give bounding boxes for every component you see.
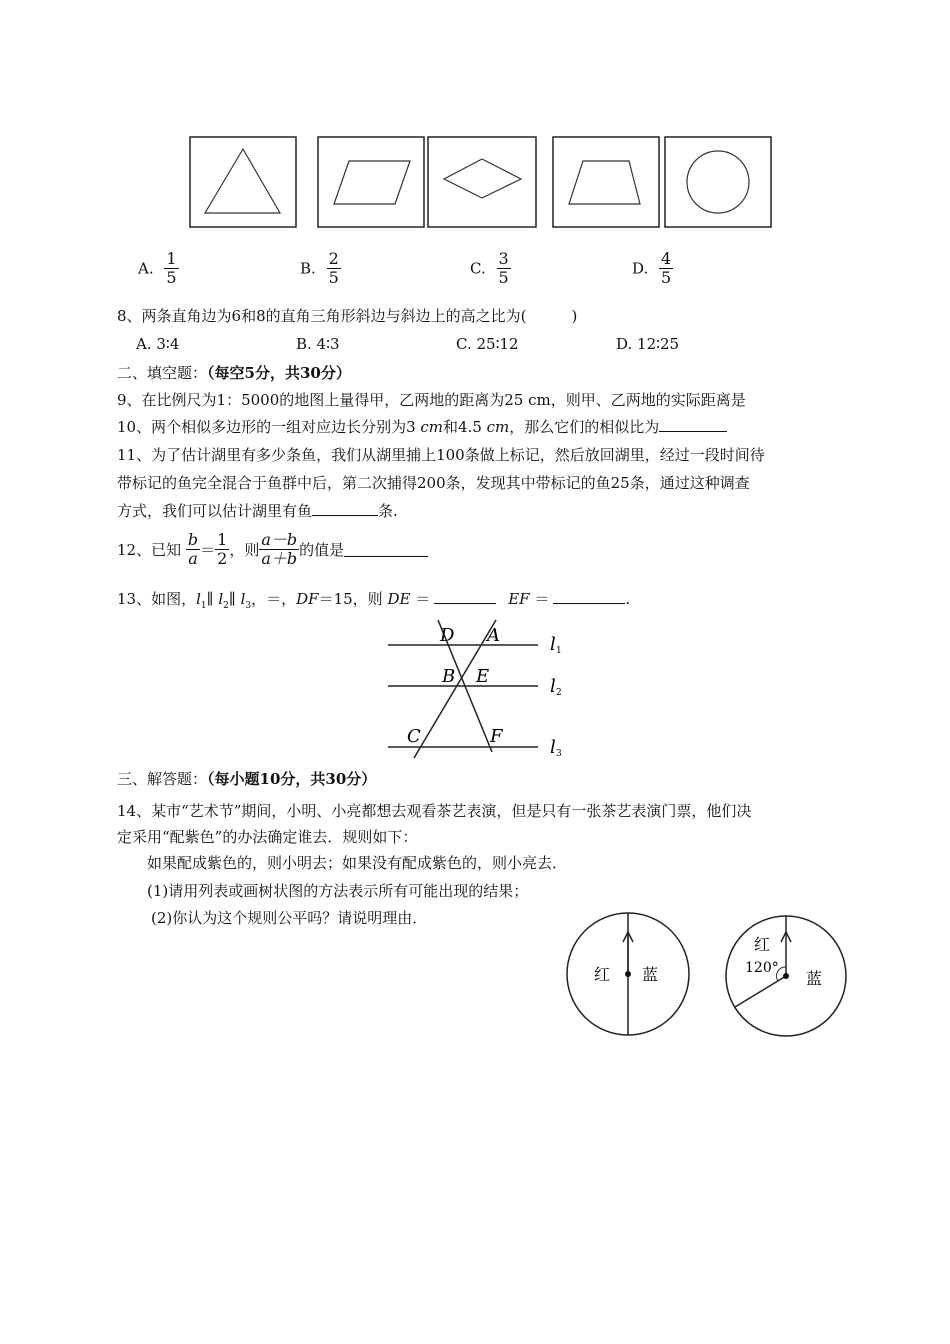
spinner-left-red-label: 红 bbox=[594, 965, 611, 984]
q12: 12、已知 $\frac{b}{a}$ ＝ $\frac{1}{2}$ ，则 $\frac{a-b}{a+b}$ 的值是 bbox=[117, 531, 428, 568]
q7-option-d[interactable] bbox=[632, 250, 673, 287]
q8-option-a[interactable]: A. 3∶4 bbox=[136, 335, 180, 353]
label-l2-sub: 2 bbox=[556, 688, 562, 698]
q10: 10、两个相似多边形的一组对应边长分别为3 cm和4.5 cm，那么它们的相似比为 bbox=[117, 416, 727, 437]
spinner-left bbox=[560, 910, 700, 1040]
spinner-right bbox=[720, 910, 860, 1040]
fraction-one-half: $\frac{1}{2}$ bbox=[217, 530, 228, 568]
q11-line2: 带标记的鱼完全混合于鱼群中后，第二次捕得200条，发现其中带标记的鱼25条，通过这种调查 bbox=[117, 474, 750, 492]
section3-heading: 三、解答题：（每小题10分，共30分） bbox=[117, 770, 377, 788]
q11-line3: 方式，我们可以估计湖里有鱼 条. bbox=[117, 502, 398, 520]
label-a: A bbox=[487, 625, 500, 646]
spinner-right-blue-label: 蓝 bbox=[806, 969, 823, 988]
parallel-lines-figure bbox=[380, 618, 580, 768]
parallelogram-shape bbox=[334, 161, 410, 204]
q11-line1: 11、为了估计湖里有多少条鱼，我们从湖里捕上100条做上标记，然后放回湖里，经过一段时间待 bbox=[117, 446, 765, 464]
label-c: C bbox=[407, 726, 421, 747]
pivot-dot bbox=[783, 973, 789, 979]
q14-line4: (1)请用列表或画树状图的方法表示所有可能出现的结果； bbox=[147, 882, 529, 900]
spinner-left-blue-label: 蓝 bbox=[642, 965, 659, 984]
shape-box-4 bbox=[553, 137, 659, 227]
circle-shape bbox=[687, 151, 749, 213]
label-l3-sub: 3 bbox=[556, 749, 562, 759]
q14-line1: 14、某市“艺术节”期间，小明、小亮都想去观看茶艺表演，但是只有一张茶艺表演门票，他们决 bbox=[117, 802, 752, 820]
answer-blank-de[interactable] bbox=[434, 589, 496, 604]
q9: 9、在比例尺为1：5000的地图上量得甲，乙两地的距离为25 cm，则甲、乙两地的实际距离是 bbox=[117, 391, 746, 409]
spinner-right-red-label: 红 bbox=[754, 935, 771, 954]
q7-option-a[interactable] bbox=[138, 250, 179, 287]
option-letter: C. bbox=[470, 259, 486, 278]
rhombus-shape bbox=[444, 159, 521, 198]
q14-line3: 如果配成紫色的，则小明去；如果没有配成紫色的，则小亮去． bbox=[147, 854, 568, 872]
option-fraction: $\frac{1}{5}$ bbox=[166, 249, 177, 287]
option-letter: B. bbox=[300, 259, 316, 278]
label-d: D bbox=[440, 625, 455, 646]
q8-option-c[interactable]: C. 25∶12 bbox=[456, 335, 519, 353]
option-letter: D. bbox=[632, 259, 649, 278]
trapezoid-shape bbox=[569, 161, 640, 204]
shape-box-2 bbox=[318, 137, 424, 227]
pivot-dot bbox=[625, 971, 631, 977]
q14-line5: (2)你认为这个规则公平吗？请说明理由． bbox=[151, 909, 428, 927]
answer-blank[interactable] bbox=[312, 501, 378, 516]
section2-heading: 二、填空题：（每空5分，共30分） bbox=[117, 364, 351, 382]
answer-blank-ef[interactable] bbox=[553, 589, 625, 604]
q8-option-d[interactable]: D. 12∶25 bbox=[616, 335, 680, 353]
label-f: F bbox=[490, 726, 503, 747]
option-letter: A. bbox=[138, 259, 154, 278]
answer-blank[interactable] bbox=[344, 542, 428, 557]
q8-option-b[interactable]: B. 4∶3 bbox=[296, 335, 340, 353]
label-l3: l bbox=[550, 737, 556, 758]
fraction-b-over-a: $\frac{b}{a}$ bbox=[187, 530, 199, 568]
label-l1-sub: 1 bbox=[556, 646, 562, 656]
shape-box-3 bbox=[428, 137, 536, 227]
q8-stem: 8、两条直角边为6和8的直角三角形斜边与斜边上的高之比为( ) bbox=[117, 307, 578, 325]
label-l2: l bbox=[550, 676, 556, 697]
option-fraction: $\frac{4}{5}$ bbox=[661, 249, 672, 287]
q13: 13、如图，$l_1\parallel$ $l_2\parallel$ $l_3$，＝，DF＝15，则 DE ＝ EF ＝ . bbox=[117, 590, 631, 611]
q14-line2: 定采用“配紫色”的办法确定谁去．规则如下： bbox=[117, 828, 418, 846]
triangle-shape bbox=[205, 149, 280, 213]
q7-option-c[interactable] bbox=[470, 250, 511, 287]
answer-blank[interactable] bbox=[659, 417, 727, 432]
label-l1: l bbox=[550, 634, 556, 655]
label-e: E bbox=[476, 666, 490, 687]
option-fraction: $\frac{3}{5}$ bbox=[498, 249, 509, 287]
shapes-figure bbox=[185, 135, 775, 230]
fraction-expression: $\frac{a-b}{a+b}$ bbox=[261, 530, 298, 568]
q7-option-b[interactable] bbox=[300, 250, 341, 287]
transversal-af bbox=[414, 620, 496, 758]
label-b: B bbox=[442, 666, 456, 687]
spinner-right-angle-label: 120° bbox=[745, 960, 779, 976]
option-fraction: $\frac{2}{5}$ bbox=[328, 249, 339, 287]
